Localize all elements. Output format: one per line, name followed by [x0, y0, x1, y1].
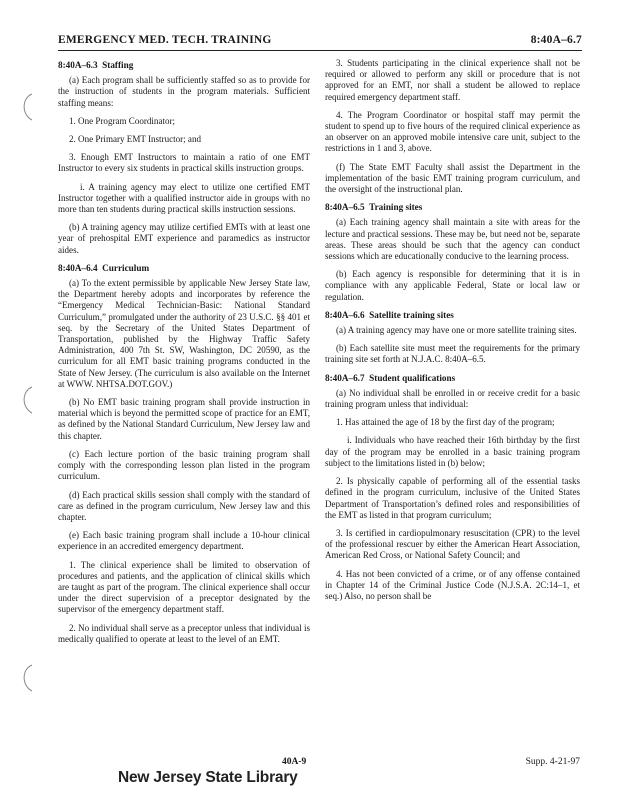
library-stamp: New Jersey State Library	[118, 769, 298, 786]
section-title: Training sites	[369, 202, 423, 213]
header-section-number: 8:40A–6.7	[530, 34, 582, 46]
section-number: 8:40A–6.4	[58, 262, 98, 273]
section-heading-curriculum	[58, 263, 310, 274]
paragraph: 3. Students participating in the clinical experience shall not be required or allowed to perform any skill or procedure that is not approved for an EMT, nor shall a student be allowed to replace required emergency department staff.	[325, 58, 580, 102]
paragraph: (a) A training agency may have one or more satellite training sites.	[336, 325, 577, 336]
section-number: 8:40A–6.5	[325, 202, 365, 213]
section-number: 8:40A–6.6	[325, 309, 365, 320]
section-heading-satellite-sites	[325, 310, 580, 321]
paragraph: (a) Each training agency shall maintain a site with areas for the lecture and practical sessions. These may be, but need not be, separate areas. These areas should be such that the agency can conduct sessions which are educationally conducive to the learning process.	[325, 217, 580, 262]
paragraph: (a) No individual shall be enrolled in or receive credit for a basic training program unless that individual:	[325, 387, 580, 410]
supplement-date: Supp. 4-21-97	[525, 757, 580, 767]
section-heading-staffing	[58, 60, 310, 71]
paragraph: (b) A training agency may utilize certified EMTs with at least one year of prehospital EMT experience and paramedics as instructor aides.	[58, 222, 310, 255]
paragraph: 1. One Program Coordinator;	[69, 115, 176, 126]
paragraph: (a) To the extent permissible by applicable New Jersey State law, the Department hereby adopts and incorporates by reference the “Emergency Medical Technician-Basic: National Standard Curriculum,” promulgated under the authority of 23 U.S.C. §§ 401 et seq. by the Secretary of the United States Department of Transportation, published by the Highway Traffic Safety Administration, 400 7th St. SW, Washington, DC 20590, as the curriculum for all EMT basic training programs conducted in the State of New Jersey. (The curriculum is also available on the Internet at WWW. NHTSA.DOT.GOV.)	[58, 278, 310, 389]
paragraph: 3. Is certified in cardiopulmonary resuscitation (CPR) to the level of the professional rescuer by either the American Heart Association, American Red Cross, or National Safety Council; and	[325, 527, 580, 561]
paragraph: 1. The clinical experience shall be limited to observation of procedures and patients, and the application of clinical skills which are taught as part of the program. The clinical experience shall occur under the direct supervision of a preceptor designated by the supervisor of the emergency department staff.	[58, 559, 310, 615]
paragraph: 2. One Primary EMT Instructor; and	[69, 134, 201, 145]
running-header	[58, 34, 582, 50]
paragraph: (f) The State EMT Faculty shall assist the Department in the implementation of the basic EMT training program curriculum, and the oversight of the instructional plan.	[325, 161, 580, 195]
paragraph: (e) Each basic training program shall include a 10-hour clinical experience in an accredited emergency department.	[58, 530, 310, 552]
paragraph: i. Individuals who have reached their 16th birthday by the first day of the program may be enrolled in a basic training program subject to the limitations listed in (b) below;	[325, 435, 580, 468]
paragraph: 4. The Program Coordinator or hospital staff may permit the student to spend up to five hours of the required clinical experience as an observer on an approved mobile intensive care unit, subject to the restrictions in 1 and 3, above.	[325, 109, 580, 154]
paragraph: (b) No EMT basic training program shall provide instruction in material which is beyond the permitted scope of practice for an EMT, as defined by the National Standard Curriculum, New Jersey law and this chapter.	[58, 397, 310, 441]
binder-hole-mark-icon	[18, 663, 36, 693]
section-title: Satellite training sites	[369, 309, 454, 320]
section-heading-training-sites	[325, 202, 580, 213]
section-title: Curriculum	[102, 262, 150, 273]
section-title: Staffing	[102, 60, 134, 70]
section-title: Student qualifications	[369, 372, 456, 383]
paragraph: 1. Has attained the age of 18 by the first day of the program;	[336, 417, 555, 428]
paragraph: 3. Enough EMT Instructors to maintain a ratio of one EMT Instructor to every six students in practical skills instruction groups.	[58, 152, 310, 174]
paragraph: i. A training agency may elect to utilize one certified EMT Instructor together with a qualified instructor aide in groups with no more than ten students during practical skills instruction sessions.	[58, 181, 310, 215]
paragraph: (b) Each satellite site must meet the requirements for the primary training site set forth at N.J.A.C. 8:40A–6.5.	[325, 343, 580, 365]
paragraph: 2. No individual shall serve as a preceptor unless that individual is medically qualified to operate at least to the level of an EMT.	[58, 622, 310, 644]
paragraph: 4. Has not been convicted of a crime, or of any offense contained in Chapter 14 of the Criminal Justice Code (N.J.S.A. 2C:14–1, et seq.) Also, no person shall be	[325, 568, 580, 601]
section-number: 8:40A–6.3	[58, 60, 98, 70]
left-column	[58, 58, 310, 652]
paragraph: (b) Each agency is responsible for determining that it is in compliance with any applicable Federal, State or local law or regulation.	[325, 269, 580, 302]
paragraph: (a) Each program shall be sufficiently staffed so as to provide for the instruction of students in the program materials. Sufficient staffing means:	[58, 75, 310, 108]
header-rule	[58, 50, 582, 51]
header-title: EMERGENCY MED. TECH. TRAINING	[58, 34, 272, 46]
right-column	[325, 58, 580, 609]
section-number: 8:40A–6.7	[325, 372, 365, 383]
binder-hole-mark-icon	[18, 92, 36, 122]
section-heading-student-qualifications	[325, 373, 580, 384]
paragraph: 2. Is physically capable of performing all of the essential tasks defined in the program curriculum, inclusive of the United States Department of Transportation’s defined roles and responsibilities of the EMT as listed in that program curriculum;	[325, 476, 580, 520]
paragraph: (c) Each lecture portion of the basic training program shall comply with the corresponding lesson plan listed in the program curriculum.	[58, 448, 310, 482]
binder-hole-mark-icon	[18, 385, 36, 415]
paragraph: (d) Each practical skills session shall comply with the standard of care as defined in the program curriculum, New Jersey law and this chapter.	[58, 489, 310, 522]
page-number: 40A-9	[282, 757, 307, 767]
